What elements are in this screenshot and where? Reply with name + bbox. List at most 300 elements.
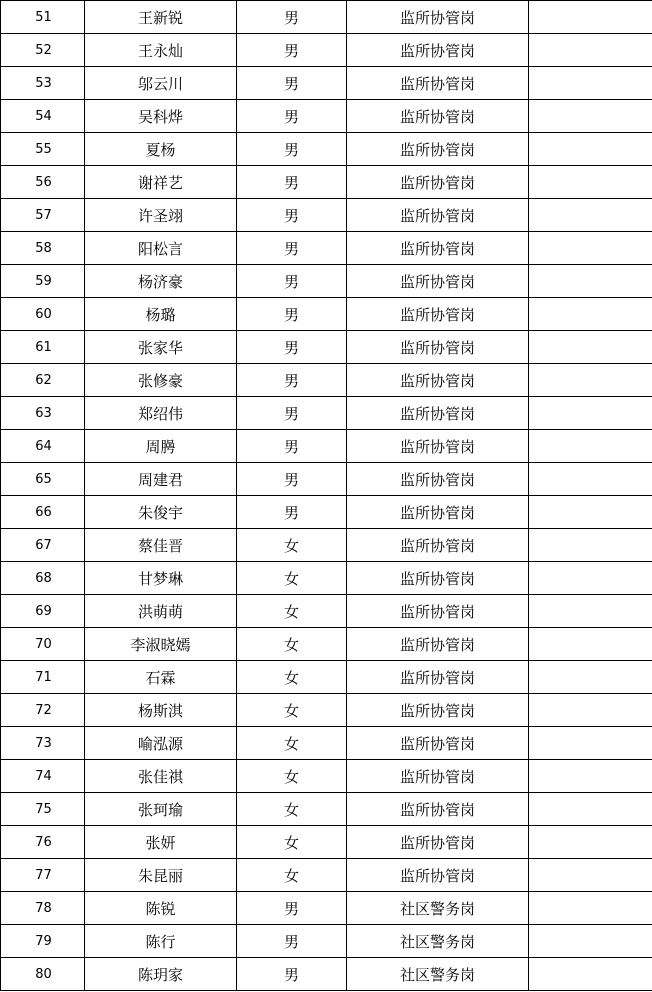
name-cell — [85, 628, 237, 661]
name-cell-text: 朱俊宇 — [137, 503, 183, 522]
name-cell — [85, 100, 237, 133]
name-cell-text: 杨济豪 — [137, 272, 183, 291]
row-number-cell — [1, 595, 85, 628]
post-cell — [347, 925, 529, 958]
post-cell — [347, 694, 529, 727]
row-number-cell — [1, 232, 85, 265]
row-number-cell-text: 61 — [35, 339, 52, 355]
name-cell-text: 杨璐 — [145, 305, 176, 324]
name-cell-text: 张珂瑜 — [137, 800, 183, 819]
name-cell-text: 陈行 — [145, 932, 176, 951]
note-cell — [529, 892, 652, 925]
table-row — [1, 793, 652, 826]
table-row — [1, 925, 652, 958]
row-number-cell-text: 51 — [35, 9, 52, 25]
post-cell — [347, 232, 529, 265]
row-number-cell — [1, 298, 85, 331]
note-cell — [529, 67, 652, 100]
gender-cell-text: 男 — [283, 932, 299, 951]
name-cell — [85, 364, 237, 397]
gender-cell-text: 男 — [283, 239, 299, 258]
row-number-cell-text: 52 — [35, 42, 52, 58]
row-number-cell — [1, 958, 85, 991]
gender-cell-text: 女 — [283, 668, 299, 687]
table-row — [1, 397, 652, 430]
row-number-cell — [1, 760, 85, 793]
name-cell-text: 夏杨 — [145, 140, 176, 159]
note-cell — [529, 199, 652, 232]
row-number-cell — [1, 727, 85, 760]
name-cell — [85, 265, 237, 298]
post-cell — [347, 67, 529, 100]
post-cell — [347, 496, 529, 529]
note-cell — [529, 661, 652, 694]
table-row — [1, 661, 652, 694]
name-cell-text: 吴科烨 — [137, 107, 183, 126]
name-cell-text: 朱昆丽 — [137, 866, 183, 885]
row-number-cell-text: 71 — [35, 669, 52, 685]
table-row — [1, 694, 652, 727]
post-cell-text: 监所协管岗 — [399, 140, 475, 159]
row-number-cell-text: 65 — [35, 471, 52, 487]
name-cell-text: 王新锐 — [137, 8, 183, 27]
gender-cell-text: 男 — [283, 140, 299, 159]
post-cell-text: 监所协管岗 — [399, 668, 475, 687]
row-number-cell-text: 69 — [35, 603, 52, 619]
row-number-cell — [1, 133, 85, 166]
post-cell — [347, 760, 529, 793]
note-cell — [529, 529, 652, 562]
row-number-cell — [1, 628, 85, 661]
note-cell — [529, 958, 652, 991]
name-cell — [85, 859, 237, 892]
name-cell — [85, 661, 237, 694]
gender-cell-text: 女 — [283, 536, 299, 555]
note-cell — [529, 133, 652, 166]
name-cell-text: 阳松言 — [137, 239, 183, 258]
table-row — [1, 298, 652, 331]
gender-cell — [237, 463, 347, 496]
post-cell-text: 监所协管岗 — [399, 206, 475, 225]
note-cell — [529, 859, 652, 892]
note-cell — [529, 397, 652, 430]
gender-cell — [237, 199, 347, 232]
table-row — [1, 496, 652, 529]
table-row — [1, 760, 652, 793]
note-cell — [529, 265, 652, 298]
name-cell-text: 张修豪 — [137, 371, 183, 390]
post-cell — [347, 1, 529, 34]
post-cell-text: 监所协管岗 — [399, 767, 475, 786]
note-cell — [529, 364, 652, 397]
name-cell — [85, 925, 237, 958]
post-cell — [347, 859, 529, 892]
row-number-cell-text: 54 — [35, 108, 52, 124]
table-row — [1, 892, 652, 925]
gender-cell-text: 男 — [283, 338, 299, 357]
row-number-cell-text: 78 — [35, 900, 52, 916]
table-row — [1, 628, 652, 661]
name-cell — [85, 892, 237, 925]
row-number-cell — [1, 859, 85, 892]
row-number-cell — [1, 397, 85, 430]
name-cell-text: 张佳祺 — [137, 767, 183, 786]
row-number-cell-text: 73 — [35, 735, 52, 751]
name-cell — [85, 298, 237, 331]
note-cell — [529, 232, 652, 265]
name-cell-text: 谢祥艺 — [137, 173, 183, 192]
row-number-cell — [1, 661, 85, 694]
post-cell-text: 监所协管岗 — [399, 833, 475, 852]
gender-cell — [237, 331, 347, 364]
row-number-cell — [1, 199, 85, 232]
row-number-cell-text: 59 — [35, 273, 52, 289]
post-cell-text: 监所协管岗 — [399, 569, 475, 588]
post-cell — [347, 430, 529, 463]
row-number-cell-text: 60 — [35, 306, 52, 322]
name-cell-text: 周建君 — [137, 470, 183, 489]
gender-cell — [237, 397, 347, 430]
gender-cell-text: 女 — [283, 800, 299, 819]
post-cell-text: 监所协管岗 — [399, 734, 475, 753]
name-cell — [85, 133, 237, 166]
row-number-cell — [1, 463, 85, 496]
post-cell — [347, 595, 529, 628]
post-cell — [347, 199, 529, 232]
row-number-cell — [1, 892, 85, 925]
name-cell — [85, 331, 237, 364]
name-cell-text: 李淑晓嫣 — [130, 635, 191, 654]
name-cell-text: 郑绍伟 — [137, 404, 183, 423]
gender-cell-text: 男 — [283, 8, 299, 27]
note-cell — [529, 595, 652, 628]
post-cell — [347, 661, 529, 694]
row-number-cell-text: 75 — [35, 801, 52, 817]
gender-cell-text: 男 — [283, 41, 299, 60]
post-cell — [347, 529, 529, 562]
table-row — [1, 199, 652, 232]
note-cell — [529, 331, 652, 364]
post-cell — [347, 265, 529, 298]
note-cell — [529, 826, 652, 859]
name-cell — [85, 826, 237, 859]
post-cell-text: 监所协管岗 — [399, 866, 475, 885]
row-number-cell-text: 70 — [35, 636, 52, 652]
gender-cell-text: 男 — [283, 107, 299, 126]
gender-cell — [237, 298, 347, 331]
table-row — [1, 232, 652, 265]
table-row — [1, 34, 652, 67]
row-number-cell-text: 80 — [35, 966, 52, 982]
name-cell — [85, 793, 237, 826]
row-number-cell-text: 57 — [35, 207, 52, 223]
post-cell-text: 监所协管岗 — [399, 173, 475, 192]
row-number-cell — [1, 34, 85, 67]
name-cell — [85, 67, 237, 100]
gender-cell — [237, 67, 347, 100]
gender-cell — [237, 430, 347, 463]
post-cell — [347, 364, 529, 397]
post-cell — [347, 628, 529, 661]
post-cell-text: 社区警务岗 — [399, 965, 475, 984]
table-row — [1, 430, 652, 463]
row-number-cell — [1, 1, 85, 34]
name-cell — [85, 496, 237, 529]
name-cell-text: 蔡佳晋 — [137, 536, 183, 555]
post-cell-text: 监所协管岗 — [399, 338, 475, 357]
post-cell-text: 监所协管岗 — [399, 41, 475, 60]
gender-cell-text: 女 — [283, 569, 299, 588]
note-cell — [529, 298, 652, 331]
gender-cell-text: 男 — [283, 404, 299, 423]
gender-cell-text: 男 — [283, 437, 299, 456]
table-row — [1, 859, 652, 892]
post-cell — [347, 727, 529, 760]
gender-cell — [237, 925, 347, 958]
row-number-cell-text: 76 — [35, 834, 52, 850]
post-cell-text: 监所协管岗 — [399, 437, 475, 456]
post-cell — [347, 133, 529, 166]
row-number-cell-text: 79 — [35, 933, 52, 949]
gender-cell — [237, 694, 347, 727]
row-number-cell — [1, 826, 85, 859]
table-row — [1, 1, 652, 34]
name-cell — [85, 694, 237, 727]
gender-cell-text: 男 — [283, 173, 299, 192]
name-cell — [85, 463, 237, 496]
post-cell — [347, 166, 529, 199]
post-cell-text: 监所协管岗 — [399, 8, 475, 27]
row-number-cell-text: 77 — [35, 867, 52, 883]
row-number-cell-text: 64 — [35, 438, 52, 454]
gender-cell — [237, 892, 347, 925]
name-cell — [85, 199, 237, 232]
post-cell — [347, 793, 529, 826]
gender-cell — [237, 661, 347, 694]
table-row — [1, 67, 652, 100]
note-cell — [529, 562, 652, 595]
gender-cell-text: 女 — [283, 866, 299, 885]
row-number-cell — [1, 166, 85, 199]
name-cell — [85, 760, 237, 793]
post-cell-text: 监所协管岗 — [399, 701, 475, 720]
post-cell — [347, 463, 529, 496]
row-number-cell-text: 66 — [35, 504, 52, 520]
gender-cell — [237, 34, 347, 67]
name-cell — [85, 34, 237, 67]
row-number-cell — [1, 67, 85, 100]
table-row — [1, 826, 652, 859]
name-cell — [85, 397, 237, 430]
row-number-cell-text: 62 — [35, 372, 52, 388]
row-number-cell — [1, 100, 85, 133]
note-cell — [529, 760, 652, 793]
post-cell-text: 监所协管岗 — [399, 470, 475, 489]
row-number-cell — [1, 694, 85, 727]
row-number-cell-text: 68 — [35, 570, 52, 586]
name-cell — [85, 1, 237, 34]
post-cell-text: 监所协管岗 — [399, 371, 475, 390]
name-cell — [85, 232, 237, 265]
gender-cell-text: 女 — [283, 701, 299, 720]
post-cell — [347, 298, 529, 331]
table-row — [1, 958, 652, 991]
gender-cell — [237, 793, 347, 826]
row-number-cell-text: 63 — [35, 405, 52, 421]
note-cell — [529, 430, 652, 463]
name-cell — [85, 595, 237, 628]
table-row — [1, 595, 652, 628]
table-row — [1, 463, 652, 496]
gender-cell-text: 女 — [283, 833, 299, 852]
gender-cell — [237, 133, 347, 166]
name-cell — [85, 166, 237, 199]
row-number-cell — [1, 793, 85, 826]
gender-cell — [237, 859, 347, 892]
gender-cell — [237, 166, 347, 199]
post-cell-text: 监所协管岗 — [399, 503, 475, 522]
row-number-cell-text: 53 — [35, 75, 52, 91]
note-cell — [529, 694, 652, 727]
roster-table-body — [1, 1, 652, 991]
note-cell — [529, 793, 652, 826]
gender-cell-text: 男 — [283, 899, 299, 918]
post-cell-text: 监所协管岗 — [399, 239, 475, 258]
table-row — [1, 364, 652, 397]
post-cell-text: 社区警务岗 — [399, 932, 475, 951]
name-cell-text: 陈玥家 — [137, 965, 183, 984]
gender-cell — [237, 562, 347, 595]
row-number-cell — [1, 925, 85, 958]
table-row — [1, 265, 652, 298]
name-cell — [85, 529, 237, 562]
post-cell-text: 监所协管岗 — [399, 107, 475, 126]
note-cell — [529, 100, 652, 133]
post-cell-text: 监所协管岗 — [399, 404, 475, 423]
row-number-cell — [1, 562, 85, 595]
gender-cell — [237, 628, 347, 661]
note-cell — [529, 1, 652, 34]
name-cell — [85, 958, 237, 991]
name-cell-text: 杨斯淇 — [137, 701, 183, 720]
gender-cell-text: 男 — [283, 503, 299, 522]
row-number-cell-text: 58 — [35, 240, 52, 256]
row-number-cell — [1, 496, 85, 529]
gender-cell — [237, 529, 347, 562]
post-cell-text: 监所协管岗 — [399, 305, 475, 324]
gender-cell — [237, 265, 347, 298]
note-cell — [529, 925, 652, 958]
gender-cell-text: 男 — [283, 272, 299, 291]
name-cell-text: 陈锐 — [145, 899, 176, 918]
name-cell — [85, 430, 237, 463]
gender-cell — [237, 100, 347, 133]
table-row — [1, 727, 652, 760]
post-cell — [347, 562, 529, 595]
name-cell-text: 洪萌萌 — [137, 602, 183, 621]
table-row — [1, 562, 652, 595]
row-number-cell — [1, 529, 85, 562]
gender-cell-text: 女 — [283, 602, 299, 621]
row-number-cell-text: 72 — [35, 702, 52, 718]
gender-cell — [237, 958, 347, 991]
post-cell-text: 监所协管岗 — [399, 800, 475, 819]
name-cell-text: 周㬽 — [145, 437, 176, 456]
gender-cell-text: 男 — [283, 206, 299, 225]
name-cell — [85, 562, 237, 595]
gender-cell — [237, 595, 347, 628]
post-cell-text: 监所协管岗 — [399, 74, 475, 93]
gender-cell — [237, 826, 347, 859]
gender-cell-text: 男 — [283, 371, 299, 390]
name-cell-text: 邬云川 — [137, 74, 183, 93]
post-cell — [347, 958, 529, 991]
note-cell — [529, 463, 652, 496]
name-cell-text: 王永灿 — [137, 41, 183, 60]
table-row — [1, 100, 652, 133]
row-number-cell-text: 56 — [35, 174, 52, 190]
note-cell — [529, 166, 652, 199]
row-number-cell-text: 74 — [35, 768, 52, 784]
row-number-cell — [1, 364, 85, 397]
post-cell — [347, 826, 529, 859]
row-number-cell — [1, 265, 85, 298]
post-cell — [347, 397, 529, 430]
post-cell — [347, 331, 529, 364]
table-row — [1, 166, 652, 199]
post-cell — [347, 100, 529, 133]
gender-cell-text: 男 — [283, 74, 299, 93]
post-cell — [347, 892, 529, 925]
gender-cell — [237, 364, 347, 397]
row-number-cell-text: 67 — [35, 537, 52, 553]
post-cell-text: 监所协管岗 — [399, 536, 475, 555]
name-cell-text: 张妍 — [145, 833, 176, 852]
gender-cell — [237, 496, 347, 529]
gender-cell — [237, 1, 347, 34]
name-cell-text: 甘梦琳 — [137, 569, 183, 588]
table-row — [1, 529, 652, 562]
gender-cell-text: 女 — [283, 734, 299, 753]
gender-cell-text: 女 — [283, 635, 299, 654]
post-cell-text: 监所协管岗 — [399, 272, 475, 291]
name-cell-text: 张家华 — [137, 338, 183, 357]
table-row — [1, 133, 652, 166]
note-cell — [529, 727, 652, 760]
row-number-cell — [1, 430, 85, 463]
gender-cell — [237, 727, 347, 760]
row-number-cell-text: 55 — [35, 141, 52, 157]
note-cell — [529, 628, 652, 661]
post-cell-text: 监所协管岗 — [399, 635, 475, 654]
gender-cell-text: 男 — [283, 305, 299, 324]
note-cell — [529, 34, 652, 67]
post-cell-text: 社区警务岗 — [399, 899, 475, 918]
gender-cell — [237, 760, 347, 793]
note-cell — [529, 496, 652, 529]
gender-cell-text: 男 — [283, 965, 299, 984]
name-cell — [85, 727, 237, 760]
name-cell-text: 许圣翊 — [137, 206, 183, 225]
row-number-cell — [1, 331, 85, 364]
post-cell-text: 监所协管岗 — [399, 602, 475, 621]
name-cell-text: 石霖 — [145, 668, 176, 687]
name-cell-text: 喻泓源 — [137, 734, 183, 753]
gender-cell-text: 男 — [283, 470, 299, 489]
gender-cell — [237, 232, 347, 265]
post-cell — [347, 34, 529, 67]
gender-cell-text: 女 — [283, 767, 299, 786]
